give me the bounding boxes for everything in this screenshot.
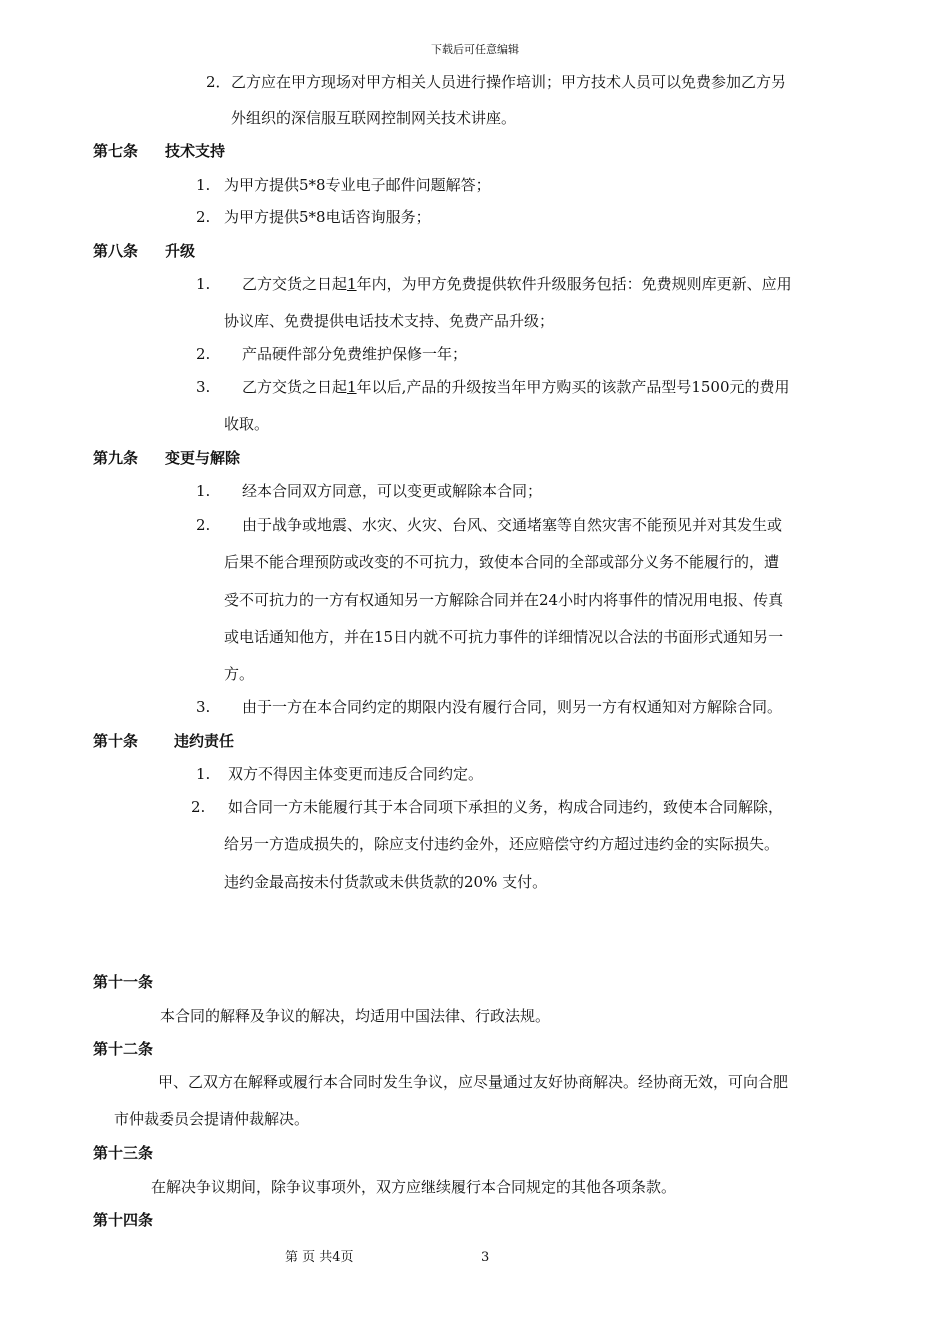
article-8-item-3-post: 年以后,产品的升级按当年甲方购买的该款产品型号1500元的费用 <box>356 378 790 396</box>
article-11-title: 第十一条 <box>93 973 154 991</box>
article-7-item-2-number: 2. <box>196 208 211 226</box>
article-8-item-1-pre: 乙方交货之日起 <box>242 275 348 293</box>
article-9-subtitle: 变更与解除 <box>165 449 241 467</box>
article-7-item-2-text: 为甲方提供5*8电话咨询服务； <box>224 208 431 226</box>
article-8-item-3-pre: 乙方交货之日起 <box>242 378 348 396</box>
article-9-item-2-line-1: 由于战争或地震、水灾、火灾、台风、交通堵塞等自然灾害不能预见并对其发生或 <box>242 516 783 534</box>
article-9-item-1-number: 1. <box>196 482 211 500</box>
article-13-title: 第十三条 <box>93 1144 154 1162</box>
article-9-item-3-number: 3. <box>196 698 211 716</box>
footer-page-number: 3 <box>481 1250 490 1265</box>
intro-line-2: 外组织的深信服互联网控制网关技术讲座。 <box>231 109 517 127</box>
article-10-title: 第十条 <box>93 732 139 750</box>
article-11-text: 本合同的解释及争议的解决，均适用中国法律、行政法规。 <box>160 1007 551 1025</box>
article-8-item-2-number: 2. <box>196 345 211 363</box>
article-8-title: 第八条 <box>93 242 139 260</box>
article-10-item-1-number: 1. <box>196 765 211 783</box>
article-14-title: 第十四条 <box>93 1211 154 1229</box>
footer-page-text: 第 页 共4页 <box>285 1250 354 1265</box>
article-10-item-2-line-3: 违约金最高按未付货款或未供货款的20% 支付。 <box>224 873 548 891</box>
article-12-title: 第十二条 <box>93 1040 154 1058</box>
article-9-item-2-line-5: 方。 <box>224 665 255 683</box>
intro-number: 2． <box>206 73 231 91</box>
article-12-line-1: 甲、乙双方在解释或履行本合同时发生争议，应尽量通过友好协商解决。经协商无效，可向合肥 <box>158 1073 789 1091</box>
article-12-line-2: 市仲裁委员会提请仲裁解决。 <box>114 1110 310 1128</box>
article-8-item-3-number: 3. <box>196 378 211 396</box>
article-8-item-1-years: 1 <box>347 275 357 293</box>
article-9-title: 第九条 <box>93 449 139 467</box>
article-9-item-1-text: 经本合同双方同意，可以变更或解除本合同； <box>242 482 543 500</box>
article-10-item-2-line-2: 给另一方造成损失的，除应支付违约金外，还应赔偿守约方超过违约金的实际损失。 <box>224 835 780 853</box>
article-8-item-1-line-2: 协议库、免费提供电话技术支持、免费产品升级； <box>224 312 555 330</box>
article-9-item-3-text: 由于一方在本合同约定的期限内没有履行合同，则另一方有权通知对方解除合同。 <box>242 698 783 716</box>
article-7-item-1-text: 为甲方提供5*8专业电子邮件问题解答； <box>224 176 491 194</box>
article-9-item-2-line-4: 或电话通知他方，并在15日内就不可抗力事件的详细情况以合法的书面形式通知另一 <box>224 628 784 646</box>
article-10-item-2-line-1: 如合同一方未能履行其于本合同项下承担的义务，构成合同违约，致使本合同解除， <box>228 798 784 816</box>
article-7-subtitle: 技术支持 <box>165 142 226 160</box>
article-8-item-1-number: 1. <box>196 275 211 293</box>
article-8-item-2-text: 产品硬件部分免费维护保修一年； <box>242 345 468 363</box>
article-7-title: 第七条 <box>93 142 139 160</box>
article-8-item-3-line-2: 收取。 <box>224 415 270 433</box>
article-9-item-2-number: 2. <box>196 516 211 534</box>
page-header: 下载后可任意编辑 <box>431 43 519 56</box>
article-8-item-3-years: 1 <box>347 378 357 396</box>
intro-line-1: 乙方应在甲方现场对甲方相关人员进行操作培训；甲方技术人员可以免费参加乙方另 <box>231 73 787 91</box>
article-9-item-2-line-3: 受不可抗力的一方有权通知另一方解除合同并在24小时内将事件的情况用电报、传真 <box>224 591 784 609</box>
article-8-item-3-line-1 <box>242 377 790 397</box>
article-8-item-1-post: 年内，为甲方免费提供软件升级服务包括：免费规则库更新、应用 <box>356 275 792 293</box>
article-8-item-1-line-1 <box>242 274 792 294</box>
article-10-subtitle: 违约责任 <box>174 732 235 750</box>
article-7-item-1-number: 1. <box>196 176 211 194</box>
article-13-text: 在解决争议期间，除争议事项外，双方应继续履行本合同规定的其他各项条款。 <box>151 1178 677 1196</box>
article-8-subtitle: 升级 <box>165 242 196 260</box>
article-10-item-1-text: 双方不得因主体变更而违反合同约定。 <box>228 765 484 783</box>
article-9-item-2-line-2: 后果不能合理预防或改变的不可抗力，致使本合同的全部或部分义务不能履行的，遭 <box>224 553 780 571</box>
article-10-item-2-number: 2. <box>191 798 206 816</box>
